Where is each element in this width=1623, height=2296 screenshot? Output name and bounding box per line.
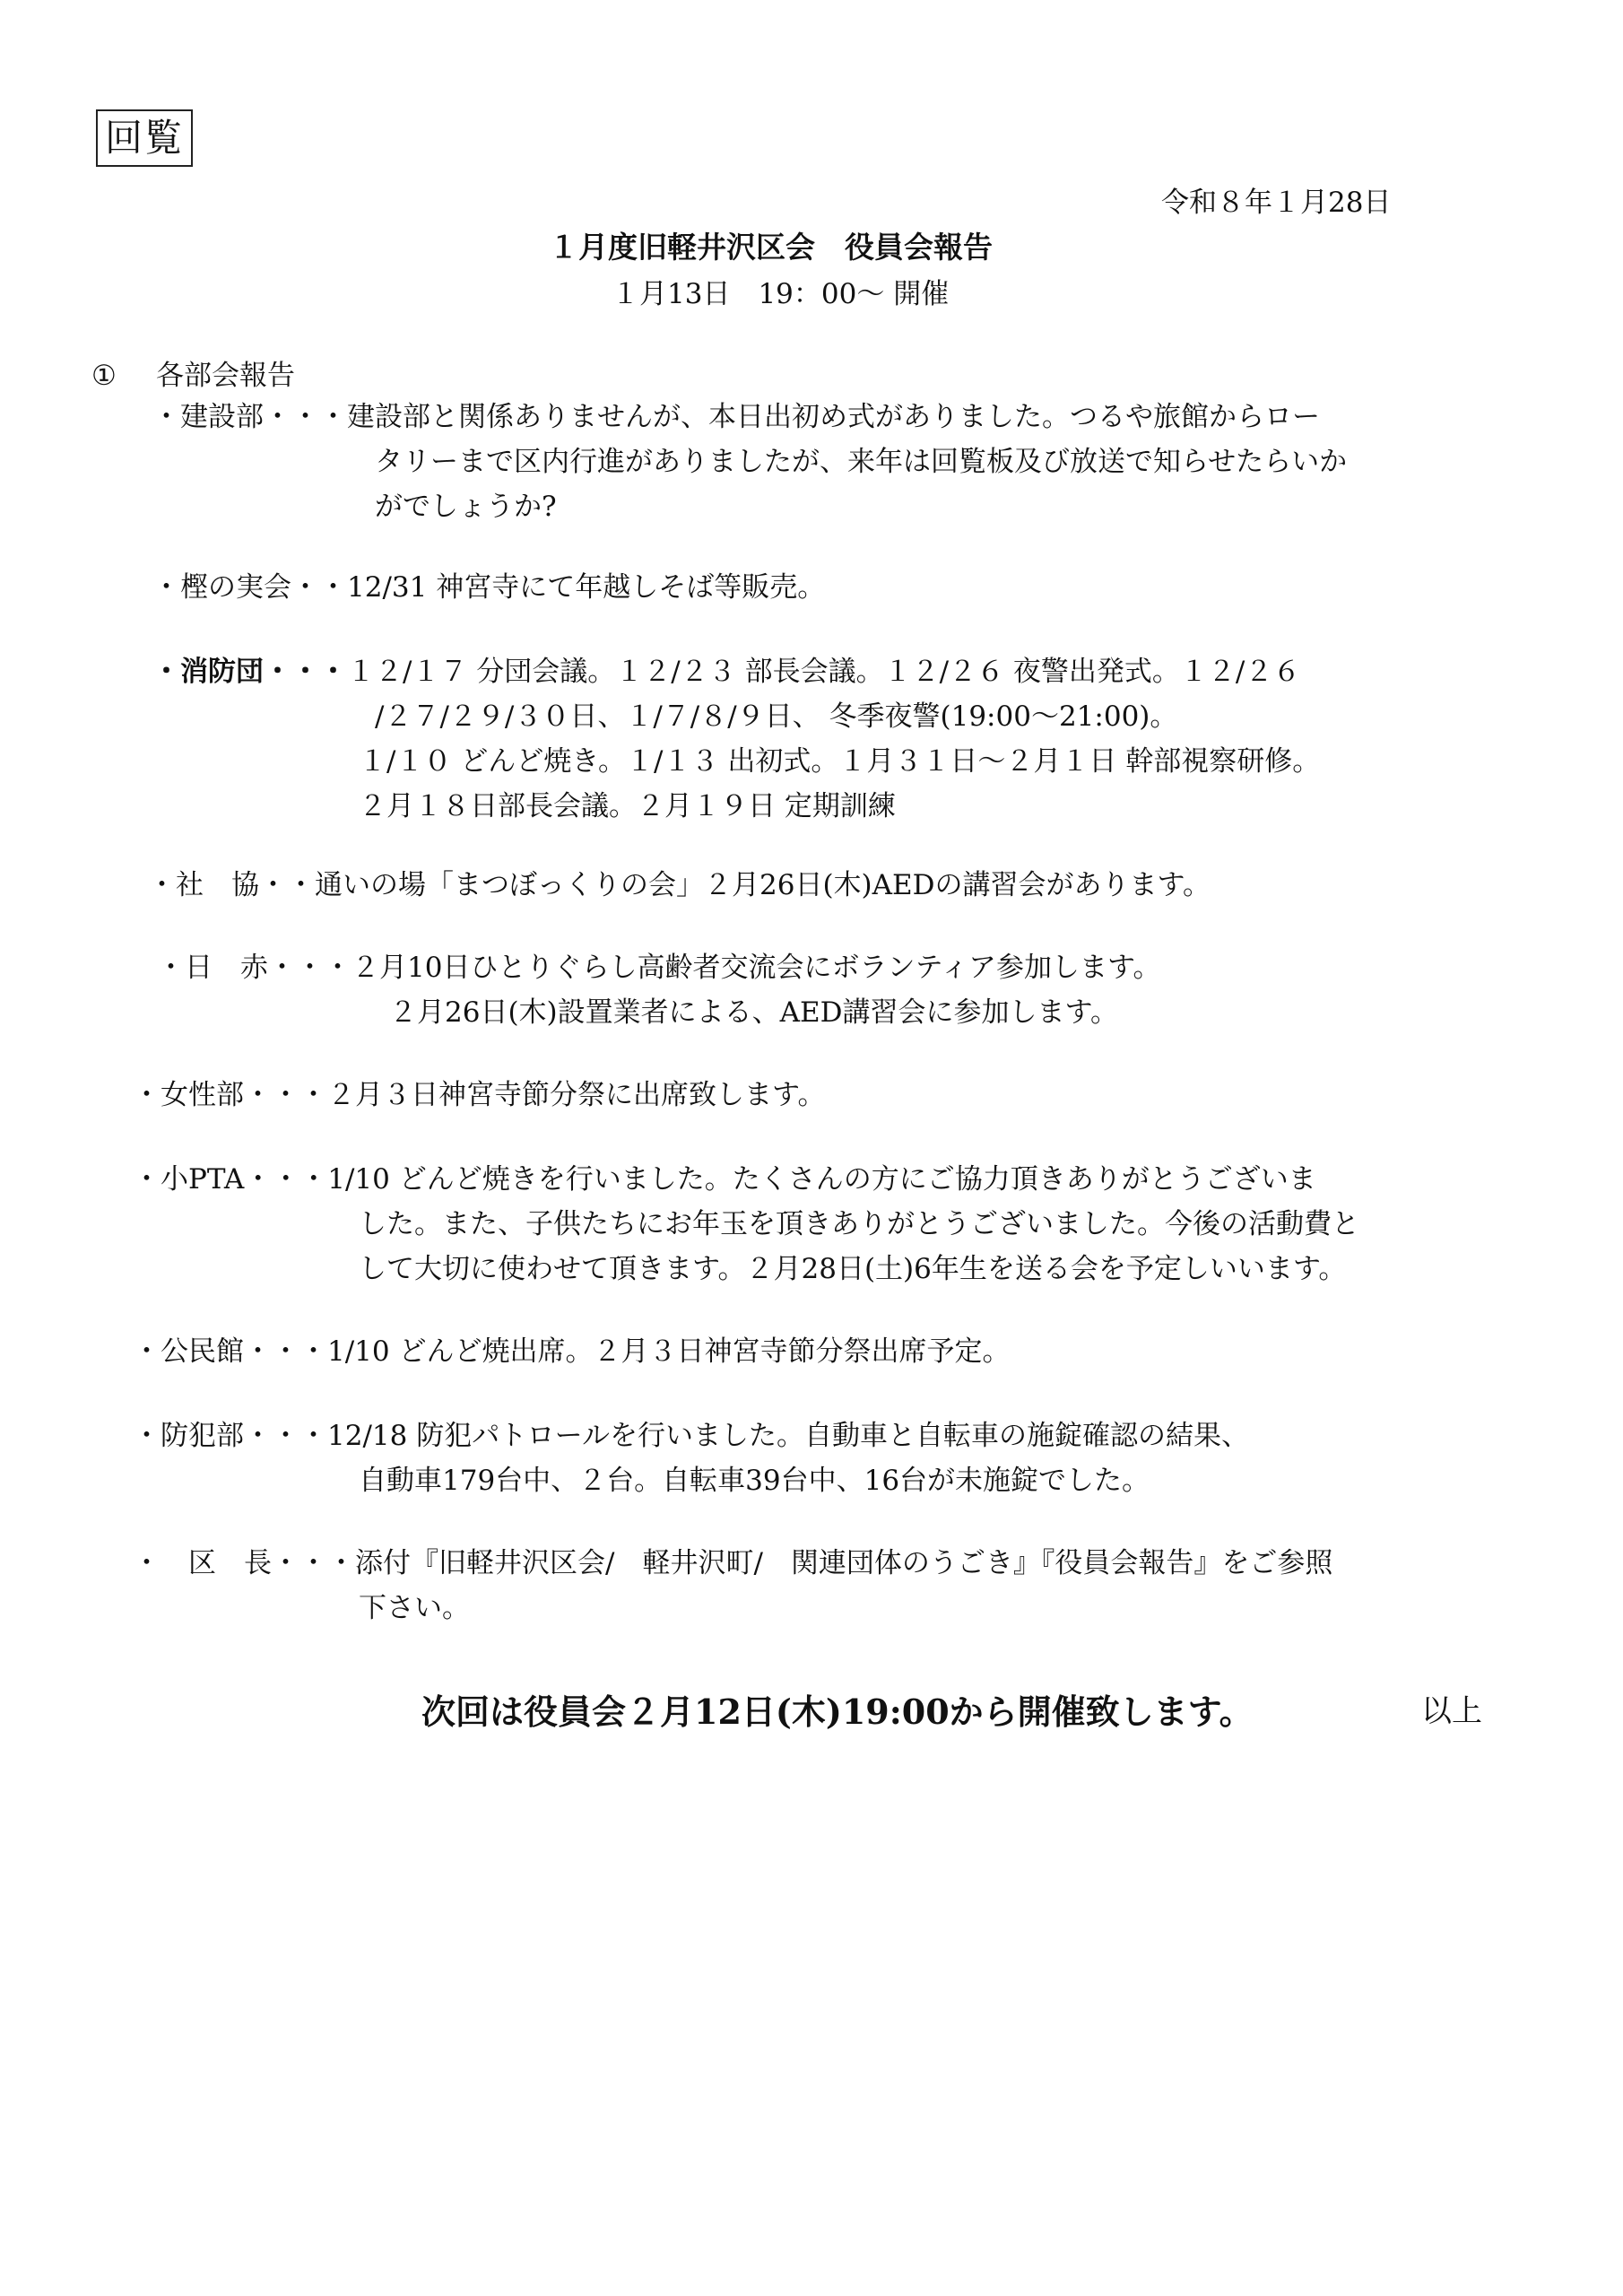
report-line: １２/１７ 分団会議。１２/２３ 部長会議。１２/２６ 夜警出発式。１２/２６	[347, 656, 1301, 688]
report-label: ・ 区 長・・・	[133, 1547, 355, 1579]
report-line: /２７/２９/３０日、１/７/８/９日、 冬季夜警(19:00～21:00)。	[375, 700, 1178, 733]
report-label: ・建設部・・・	[152, 401, 347, 433]
report-line: した。また、子供たちにお年玉を頂きありがとうございました。今後の活動費と	[359, 1208, 1359, 1240]
report-label: ・女性部・・・	[133, 1079, 327, 1111]
report-sho-pta	[133, 1157, 1316, 1202]
report-line: 通いの場「まつぼっくりの会」２月26日(木)AEDの講習会があります。	[315, 869, 1211, 901]
report-nisseki	[157, 945, 1160, 990]
report-line: 添付『旧軽井沢区会/ 軽井沢町/ 関連団体のうごき』『役員会報告』をご参照	[355, 1547, 1333, 1579]
document-title: １月度旧軽井沢区会 役員会報告	[549, 230, 993, 265]
report-line: して大切に使わせて頂きます。２月28日(土)6年生を送る会を予定しいいます。	[359, 1253, 1347, 1285]
report-line: がでしょうか?	[375, 491, 557, 523]
report-line: 12/31 神宮寺にて年越しそば等販売。	[347, 571, 826, 604]
report-joseibu	[133, 1073, 826, 1118]
report-kouminkan	[133, 1329, 1010, 1374]
report-label: ・樫の実会・・	[152, 571, 347, 604]
report-bouhanbu	[133, 1413, 1249, 1458]
report-line: １/１０ どんど焼き。１/１３ 出初式。１月３１日～２月１日 幹部視察研修。	[359, 745, 1321, 778]
report-kensetsubu	[152, 395, 1320, 439]
report-line: 1/10 どんど焼出席。２月３日神宮寺節分祭出席予定。	[327, 1335, 1011, 1368]
report-label: ・消防団・・・	[152, 656, 347, 688]
report-label: ・小PTA・・・	[133, 1163, 328, 1196]
report-line: ２月１８日部長会議。２月１９日 定期訓練	[359, 790, 896, 822]
section-number: ①	[91, 360, 117, 392]
report-label: ・社 協・・	[148, 869, 315, 901]
report-kuchou	[133, 1541, 1332, 1586]
circulation-stamp: 回覧	[96, 109, 193, 167]
section-heading	[91, 352, 295, 393]
report-line: ２月３日神宮寺節分祭に出席致します。	[327, 1079, 826, 1111]
report-label: ・日 赤・・・	[157, 952, 352, 984]
report-line: 下さい。	[359, 1592, 470, 1624]
document-date: 令和８年１月28日	[1161, 187, 1392, 219]
report-line: 1/10 どんど焼きを行いました。たくさんの方にご協力頂きありがとうございま	[327, 1163, 1316, 1196]
report-line: 建設部と関係ありませんが、本日出初め式がありました。つるや旅館からロー	[347, 401, 1320, 433]
report-label: ・防犯部・・・	[133, 1420, 327, 1452]
section-title: 各部会報告	[156, 360, 295, 392]
report-label: ・公民館・・・	[133, 1335, 327, 1368]
report-shakyo	[148, 863, 1211, 908]
next-meeting-notice: 次回は役員会２月12日(木)19:00から開催致します。	[421, 1692, 1254, 1732]
report-kashinomikai	[152, 565, 825, 610]
report-shouboudan	[152, 649, 1300, 694]
report-line: タリーまで区内行進がありましたが、来年は回覧板及び放送で知らせたらいか	[375, 446, 1348, 478]
closing-mark: 以上	[1421, 1693, 1482, 1729]
report-line: 12/18 防犯パトロールを行いました。自動車と自転車の施錠確認の結果、	[327, 1420, 1249, 1452]
meeting-datetime: １月13日 19：00～ 開催	[612, 278, 950, 310]
report-line: ２月10日ひとりぐらし高齢者交流会にボランティア参加します。	[352, 952, 1161, 984]
report-line: 自動車179台中、２台。自転車39台中、16台が未施錠でした。	[359, 1465, 1150, 1497]
report-line: ２月26日(木)設置業者による、AED講習会に参加します。	[389, 996, 1119, 1029]
